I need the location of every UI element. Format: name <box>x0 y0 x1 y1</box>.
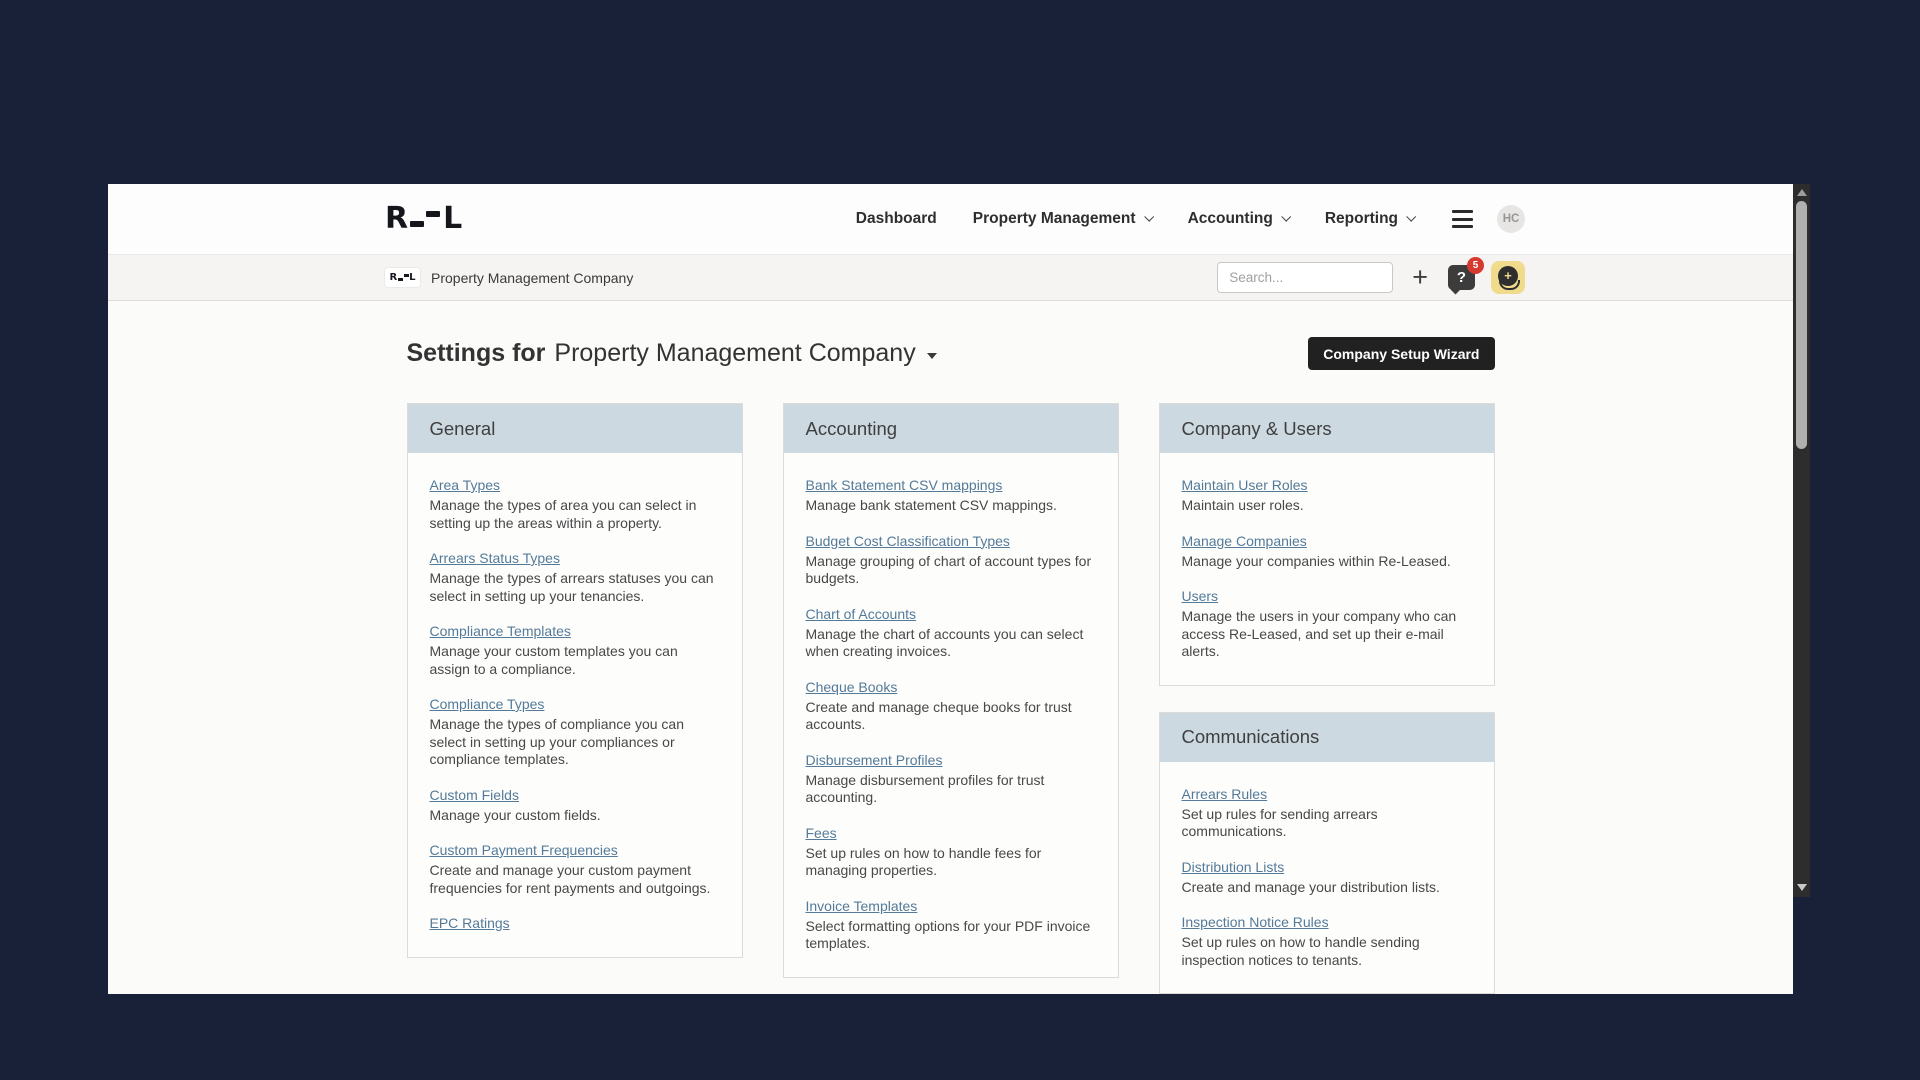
scroll-thumb[interactable] <box>1796 201 1807 449</box>
user-avatar[interactable]: HC <box>1497 205 1525 233</box>
setting-item <box>1182 475 1472 515</box>
page-title: Settings for <box>406 339 546 367</box>
scroll-down-icon[interactable] <box>1797 884 1807 891</box>
link-fees[interactable]: Fees <box>805 824 837 841</box>
nav-dashboard[interactable] <box>856 210 937 228</box>
chevron-down-icon <box>1281 211 1291 221</box>
link-custom-fields[interactable]: Custom Fields <box>429 786 519 803</box>
setting-description: Set up rules for sending arrears communications. <box>1181 805 1378 839</box>
link-arrears-status-types[interactable]: Arrears Status Types <box>429 550 560 566</box>
nav-property-management[interactable] <box>973 210 1152 228</box>
company-setup-wizard-button[interactable]: Company Setup Wizard <box>1308 337 1494 370</box>
setting-item <box>806 896 1096 953</box>
support-chat-icon[interactable] <box>1491 261 1525 294</box>
setting-item <box>1182 586 1472 661</box>
chevron-down-icon <box>1144 211 1154 221</box>
setting-item <box>1182 857 1472 897</box>
link-invoice-templates[interactable]: Invoice Templates <box>805 897 918 914</box>
link-custom-payment-frequencies[interactable]: Custom Payment Frequencies <box>429 842 618 858</box>
vertical-scrollbar[interactable] <box>1793 184 1810 897</box>
caret-down-icon <box>927 353 937 359</box>
link-area-types[interactable]: Area Types <box>429 477 501 493</box>
panel-title: Company & Users <box>1160 404 1494 453</box>
link-arrears-rules[interactable]: Arrears Rules <box>1181 785 1268 802</box>
setting-item <box>430 785 720 825</box>
chevron-down-icon <box>1406 211 1416 221</box>
panel-communications <box>1159 712 1495 995</box>
link-users[interactable]: Users <box>1181 588 1219 604</box>
setting-description: Manage disbursement profiles for trust accounting. <box>805 771 1045 805</box>
menu-icon[interactable] <box>1452 210 1473 228</box>
setting-description: Manage bank statement CSV mappings. <box>805 497 1057 513</box>
setting-description: Manage the types of arrears statuses you can select in setting up your tenancies. <box>429 570 714 604</box>
setting-item <box>430 840 720 897</box>
company-bar <box>108 254 1793 301</box>
nav-label: Dashboard <box>855 210 937 227</box>
setting-item <box>430 621 720 678</box>
logo-dash-icon <box>426 211 440 217</box>
setting-description: Manage the chart of accounts you can select when creating invoices. <box>805 625 1084 659</box>
link-compliance-templates[interactable]: Compliance Templates <box>429 623 571 639</box>
link-inspection-notice-rules[interactable]: Inspection Notice Rules <box>1181 914 1329 930</box>
link-epc-ratings[interactable]: EPC Ratings <box>429 915 510 931</box>
nav-reporting[interactable] <box>1325 210 1414 228</box>
panel-title: Communications <box>1160 713 1494 762</box>
main-nav <box>856 205 1525 233</box>
panel-title: Accounting <box>784 404 1118 453</box>
setting-description: Manage your custom templates you can assign to a compliance. <box>429 643 678 677</box>
company-logo-icon: R L <box>385 268 420 287</box>
top-header <box>108 184 1793 254</box>
link-maintain-user-roles[interactable]: Maintain User Roles <box>1181 477 1308 493</box>
logo-dash-icon <box>410 221 424 227</box>
company-selector-label: Property Management Company <box>554 339 916 367</box>
setting-item <box>806 677 1096 734</box>
link-compliance-types[interactable]: Compliance Types <box>429 696 545 712</box>
setting-description: Manage your custom fields. <box>429 806 601 823</box>
company-selector[interactable] <box>554 339 936 368</box>
logo-letter-l: L <box>443 201 462 236</box>
link-cheque-books[interactable]: Cheque Books <box>805 678 898 695</box>
link-budget-cost-classification-types[interactable]: Budget Cost Classification Types <box>805 532 1010 549</box>
help-icon: ? <box>1448 265 1475 290</box>
nav-label: Accounting <box>1187 210 1273 227</box>
setting-description: Create and manage cheque books for trust accounts. <box>805 698 1072 732</box>
panel-general <box>407 403 743 958</box>
setting-item <box>430 694 720 769</box>
setting-description: Manage the types of area you can select in setting up the areas within a property. <box>429 497 697 531</box>
link-disbursement-profiles[interactable]: Disbursement Profiles <box>805 751 943 768</box>
setting-description: Select formatting options for your PDF invoice templates. <box>805 917 1091 951</box>
setting-description: Set up rules on how to handle fees for managing properties. <box>805 844 1042 878</box>
nav-accounting[interactable] <box>1188 210 1289 228</box>
setting-item <box>806 475 1096 515</box>
scroll-up-icon[interactable] <box>1797 189 1807 196</box>
setting-item <box>806 604 1096 661</box>
setting-description: Manage the types of compliance you can select in setting up your compliances or compliance templates. <box>429 716 684 767</box>
setting-description: Create and manage your custom payment frequencies for rent payments and outgoings. <box>429 862 711 896</box>
link-distribution-lists[interactable]: Distribution Lists <box>1181 858 1285 875</box>
link-chart-of-accounts[interactable]: Chart of Accounts <box>805 605 917 622</box>
setting-description: Set up rules on how to handle sending inspection notices to tenants. <box>1181 934 1420 968</box>
setting-item <box>806 531 1096 588</box>
app-window <box>108 184 1810 968</box>
help-button[interactable] <box>1448 260 1479 290</box>
setting-item <box>806 750 1096 807</box>
chat-avatar-icon: + <box>1498 266 1518 286</box>
link-bank-statement-csv-mappings[interactable]: Bank Statement CSV mappings <box>805 477 1003 493</box>
setting-item <box>1182 784 1472 841</box>
setting-item <box>430 913 720 933</box>
setting-description: Maintain user roles. <box>1181 497 1304 513</box>
setting-item <box>1182 531 1472 571</box>
search-input[interactable] <box>1217 262 1393 293</box>
releases-logo[interactable] <box>385 201 462 236</box>
notification-badge: 5 <box>1467 257 1484 274</box>
settings-page <box>108 301 1793 994</box>
logo-letter-r: R <box>385 201 408 236</box>
setting-item <box>806 823 1096 880</box>
setting-item <box>430 548 720 605</box>
nav-label: Reporting <box>1324 210 1398 227</box>
nav-label: Property Management <box>972 210 1136 227</box>
panel-title: General <box>408 404 742 453</box>
add-icon[interactable]: + <box>1412 262 1428 292</box>
panel-accounting <box>783 403 1119 978</box>
link-manage-companies[interactable]: Manage Companies <box>1181 532 1307 549</box>
setting-item <box>430 475 720 532</box>
setting-description: Create and manage your distribution lists. <box>1181 878 1440 895</box>
panel-company-users <box>1159 403 1495 686</box>
setting-description: Manage grouping of chart of account types for budgets. <box>805 552 1092 586</box>
setting-description: Manage your companies within Re-Leased. <box>1181 552 1451 569</box>
setting-item <box>1182 912 1472 969</box>
company-name: Property Management Company <box>431 269 634 286</box>
setting-description: Manage the users in your company who can access Re-Leased, and set up their e-mail alerts. <box>1181 608 1457 659</box>
